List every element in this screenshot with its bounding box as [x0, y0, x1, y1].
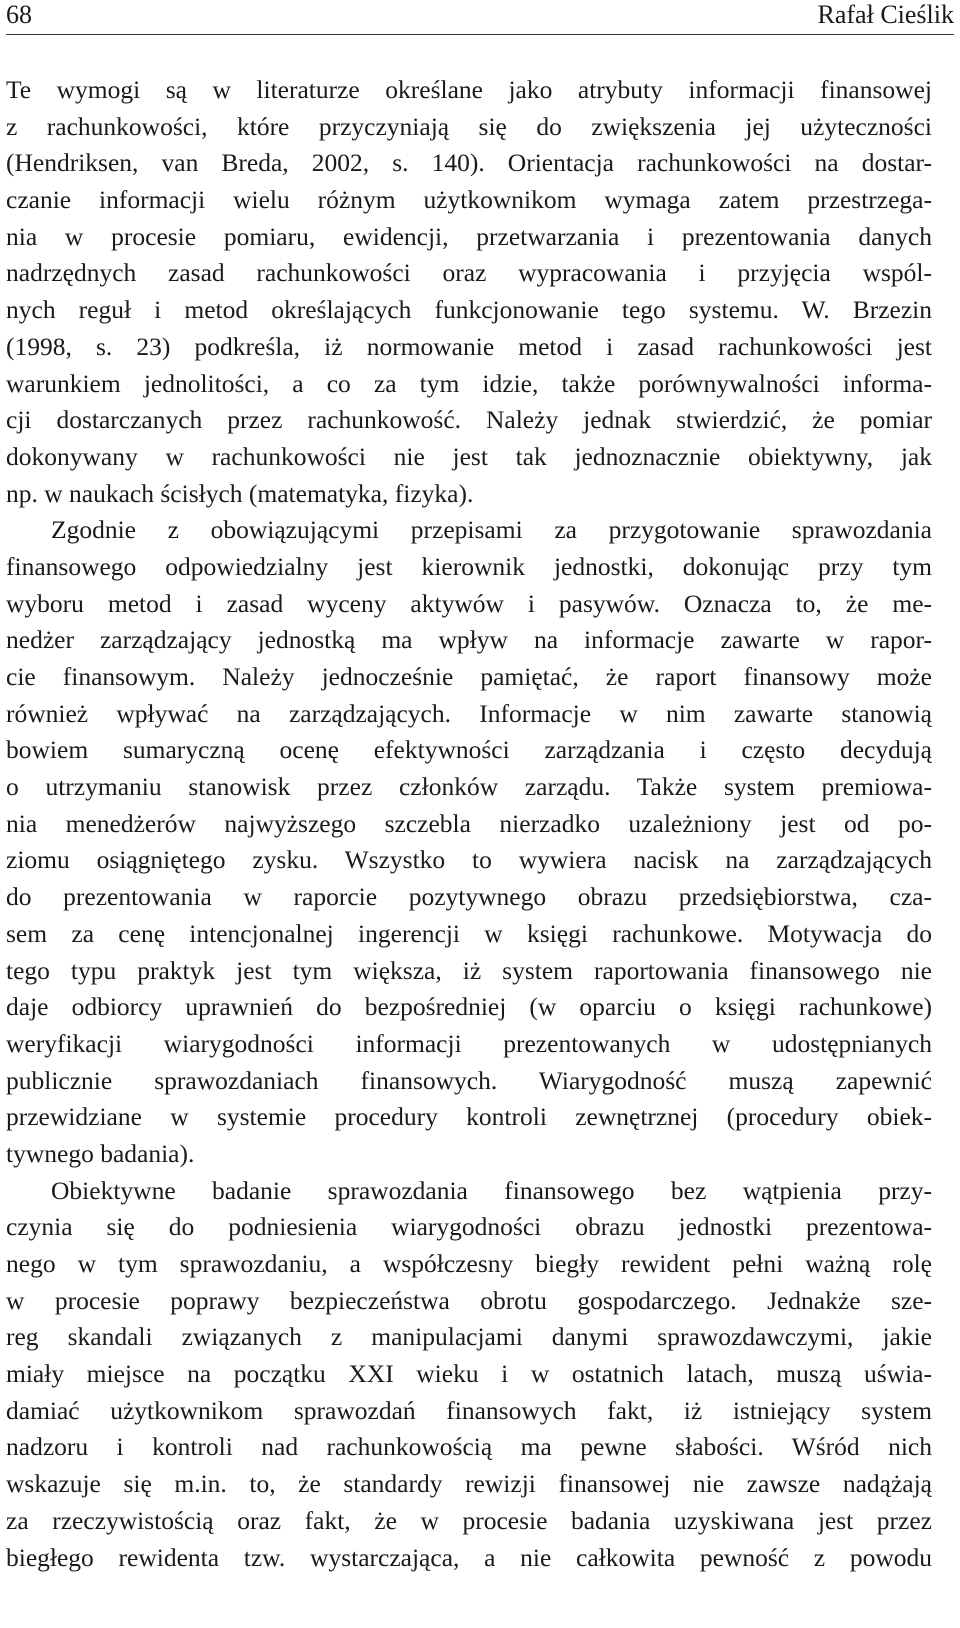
- text-line: (Hendriksen, van Breda, 2002, s. 140). Orientacja rachunkowości na dostar-: [6, 148, 932, 178]
- text-line: warunkiem jednolitości, a co za tym idzie, także porównywalności informa-: [6, 368, 932, 398]
- text-line: ziomu osiągniętego zysku. Wszystko to wywiera nacisk na zarządzających: [6, 845, 932, 875]
- paragraph: [6, 72, 932, 512]
- text-line: tywnego badania).: [6, 1138, 195, 1168]
- text-line: czanie informacji wielu różnym użytkownikom wymaga zatem przestrzega-: [6, 185, 932, 215]
- text-line: w procesie poprawy bezpieczeństwa obrotu gospodarczego. Jednakże sze-: [6, 1285, 932, 1315]
- text-line: Obiektywne badanie sprawozdania finansowego bez wątpienia przy-: [51, 1175, 932, 1205]
- text-line: nia w procesie pomiaru, ewidencji, przetwarzania i prezentowania danych: [6, 221, 932, 251]
- text-line: Te wymogi są w literaturze określane jako atrybuty informacji finansowej: [6, 75, 932, 104]
- text-line: (1998, s. 23) podkreśla, iż normowanie metod i zasad rachunkowości jest: [6, 331, 932, 361]
- body-text: [6, 72, 932, 1576]
- text-line: nedżer zarządzający jednostką ma wpływ na informacje zawarte w rapor-: [6, 625, 932, 655]
- text-line: daje odbiorcy uprawnień do bezpośredniej (w oparciu o księgi rachunkowe): [6, 992, 932, 1022]
- page-number: 68: [6, 0, 32, 29]
- text-line: o utrzymaniu stanowisk przez członków zarządu. Także system premiowa-: [6, 772, 932, 802]
- text-line: Zgodnie z obowiązującymi przepisami za przygotowanie sprawozdania: [51, 515, 932, 545]
- text-line: cji dostarczanych przez rachunkowość. Należy jednak stwierdzić, że pomiar: [6, 405, 932, 435]
- paragraph: [6, 1173, 932, 1577]
- text-line: nadrzędnych zasad rachunkowości oraz wypracowania i przyjęcia wspól-: [6, 258, 932, 288]
- text-line: cie finansowym. Należy jednocześnie pamiętać, że raport finansowy może: [6, 662, 932, 691]
- text-line: wyboru metod i zasad wyceny aktywów i pasywów. Oznacza to, że me-: [6, 588, 932, 618]
- text-line: wskazuje się m.in. to, że standardy rewizji finansowej nie zawsze nadążają: [6, 1469, 932, 1499]
- text-line: nadzoru i kontroli nad rachunkowością ma pewne słabości. Wśród nich: [6, 1432, 932, 1462]
- text-line: nych reguł i metod określających funkcjonowanie tego systemu. W. Brzezin: [6, 295, 932, 325]
- text-line: biegłego rewidenta tzw. wystarczająca, a nie całkowita pewność z powodu: [6, 1542, 932, 1572]
- text-line: publicznie sprawozdaniach finansowych. Wiarygodność muszą zapewnić: [6, 1065, 932, 1095]
- text-line: finansowego odpowiedzialny jest kierownik jednostki, dokonując przy tym: [6, 551, 932, 581]
- text-line: z rachunkowości, które przyczyniają się do zwiększenia jej użyteczności: [6, 111, 932, 141]
- paragraph: [6, 512, 932, 1172]
- text-line: przewidziane w systemie procedury kontroli zewnętrznej (procedury obiek-: [6, 1102, 932, 1132]
- text-line: tego typu praktyk jest tym większa, iż system raportowania finansowego nie: [6, 955, 932, 985]
- running-header: [6, 0, 954, 35]
- text-line: np. w naukach ścisłych (matematyka, fizyka).: [6, 478, 474, 508]
- text-line: nego w tym sprawozdaniu, a współczesny biegły rewident pełni ważną rolę: [6, 1249, 932, 1278]
- text-line: nia menedżerów najwyższego szczebla nierzadko uzależniony jest od po-: [6, 808, 932, 838]
- text-line: reg skandali związanych z manipulacjami danymi sprawozdawczymi, jakie: [6, 1322, 932, 1352]
- text-line: również wpływać na zarządzających. Informacje w nim zawarte stanowią: [6, 698, 932, 728]
- text-line: dokonywany w rachunkowości nie jest tak jednoznacznie obiektywny, jak: [6, 441, 932, 471]
- text-line: za rzeczywistością oraz fakt, że w procesie badania uzyskiwana jest przez: [6, 1505, 932, 1535]
- running-head-author: Rafał Cieślik: [817, 0, 954, 29]
- text-line: bowiem sumaryczną ocenę efektywności zarządzania i często decydują: [6, 735, 932, 765]
- text-line: miały miejsce na początku XXI wieku i w ostatnich latach, muszą uświa-: [6, 1359, 932, 1389]
- text-line: do prezentowania w raporcie pozytywnego obrazu przedsiębiorstwa, cza-: [6, 882, 932, 912]
- text-line: weryfikacji wiarygodności informacji prezentowanych w udostępnianych: [6, 1028, 932, 1058]
- text-line: czynia się do podniesienia wiarygodności obrazu jednostki prezentowa-: [6, 1212, 932, 1242]
- text-line: damiać użytkownikom sprawozdań finansowych fakt, iż istniejący system: [6, 1395, 932, 1425]
- text-line: sem za cenę intencjonalnej ingerencji w księgi rachunkowe. Motywacja do: [6, 918, 932, 948]
